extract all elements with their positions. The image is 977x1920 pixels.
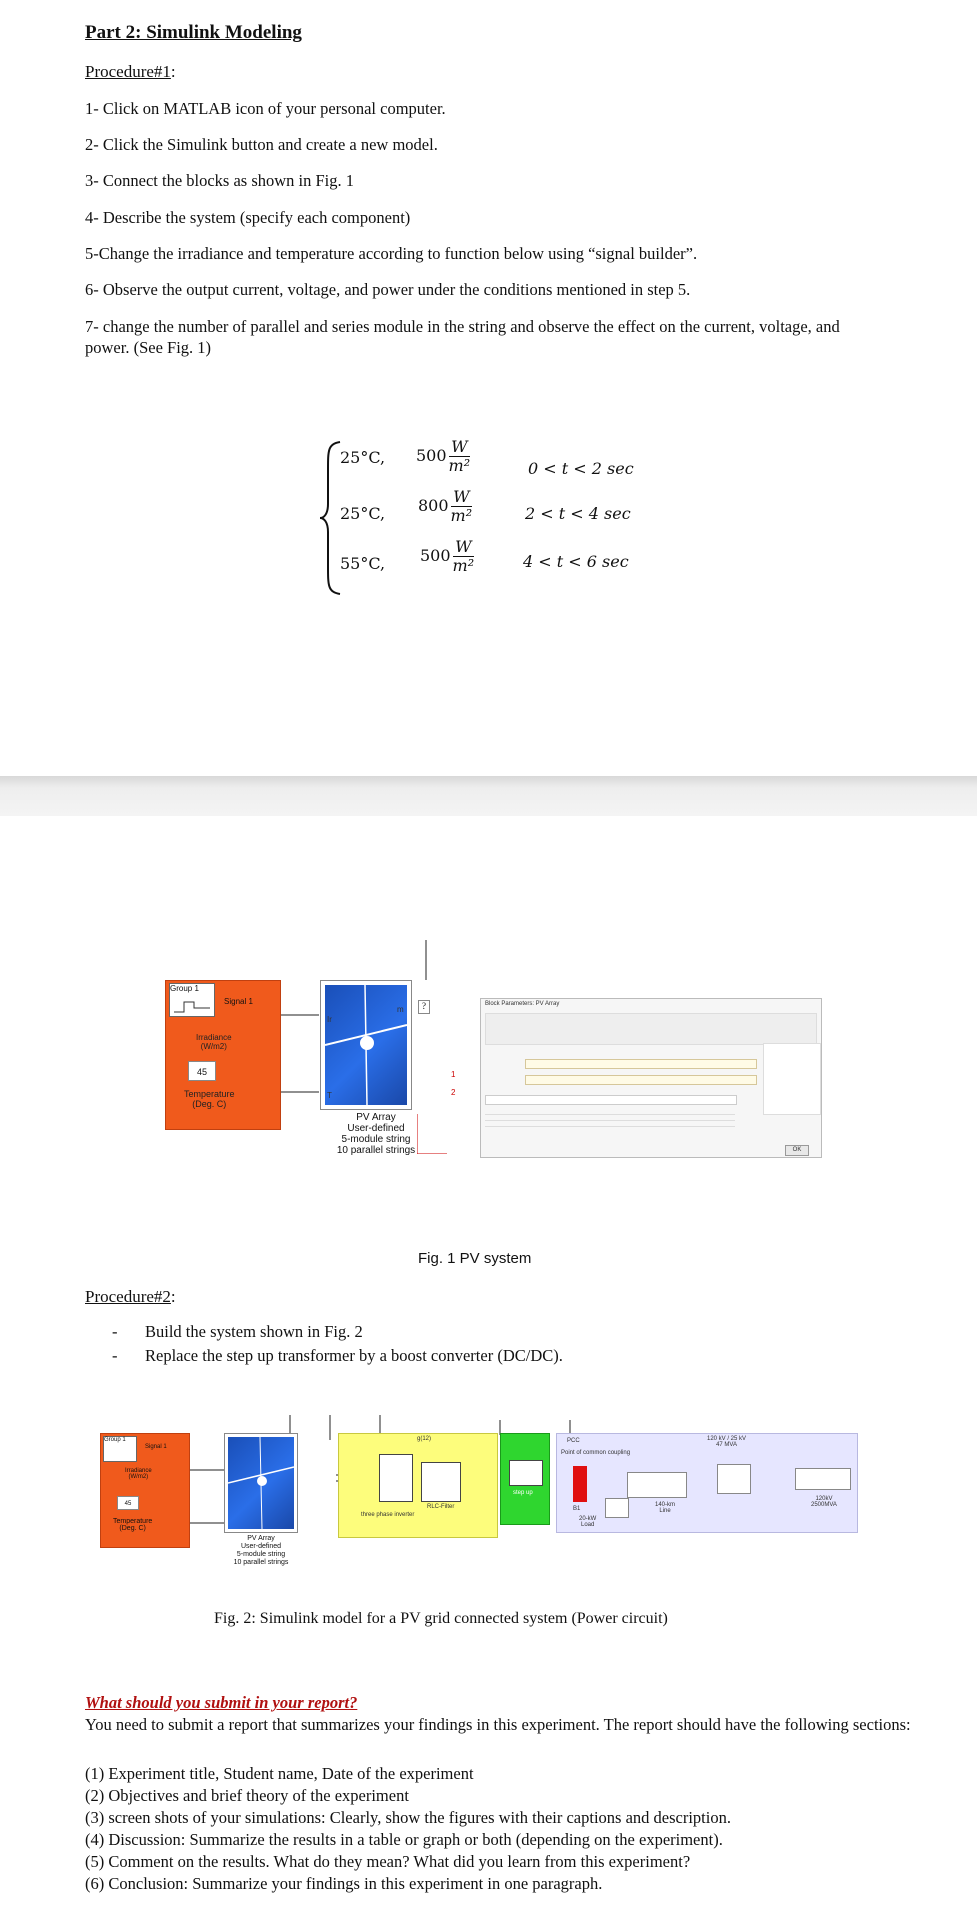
eq-irr-3 xyxy=(420,538,474,575)
eq-irr-value: 500 xyxy=(416,446,447,465)
signal-label: Signal 1 xyxy=(145,1444,167,1450)
fig2-diagram xyxy=(100,1415,860,1590)
pv-output-wires xyxy=(417,1024,447,1154)
temp-constant[interactable]: 45 xyxy=(117,1496,139,1510)
pv-sub3: 10 parallel strings xyxy=(233,1559,289,1566)
grid-source[interactable] xyxy=(795,1468,851,1490)
display-panel xyxy=(763,1043,821,1115)
step-6: 6- Observe the output current, voltage, and power under the conditions mentioned in step 5. xyxy=(85,280,691,299)
group-icon: Group 1 xyxy=(103,1436,137,1462)
report-item-3: (3) screen shots of your simulations: Clearly, show the figures with their captions and description. xyxy=(85,1808,731,1827)
inverter-label: three phase inverter xyxy=(361,1512,415,1518)
eq-temp: 55°C, xyxy=(340,554,386,573)
eq-row-1 xyxy=(340,448,385,467)
pv-caption xyxy=(330,1112,422,1156)
eq-irr-1 xyxy=(416,438,470,475)
signal-label: Signal 1 xyxy=(224,997,253,1006)
fig2-caption: Fig. 2: Simulink model for a PV grid connected system (Power circuit) xyxy=(214,1610,668,1627)
bus-label: B1 xyxy=(573,1506,581,1512)
procedure1-heading-wrap xyxy=(85,62,176,82)
pv-array-block[interactable] xyxy=(320,980,412,1110)
pv-sub1: User-defined xyxy=(347,1123,405,1134)
eq-unit-den: m² xyxy=(452,556,475,575)
grid-subsystem[interactable] xyxy=(556,1433,858,1533)
procedure2-bullet-1: Build the system shown in Fig. 2 xyxy=(145,1322,363,1341)
signal-builder-block[interactable] xyxy=(100,1433,190,1548)
dialog-title: Block Parameters: PV Array xyxy=(485,1001,560,1007)
report-item-4: (4) Discussion: Summarize the results in a table or graph or both (depending on the experiment). xyxy=(85,1830,723,1849)
pv-port-m: m xyxy=(397,1005,404,1014)
pcc-bus[interactable] xyxy=(573,1466,587,1502)
step-1: 1- Click on MATLAB icon of your personal computer. xyxy=(85,99,446,118)
series-modules-field[interactable] xyxy=(525,1075,757,1085)
dialog-description xyxy=(485,1013,817,1045)
temp-constant[interactable]: 45 xyxy=(188,1061,216,1081)
fig1-caption: Fig. 1 PV system xyxy=(418,1250,532,1267)
eq-unit-num: W xyxy=(449,438,471,457)
transformer-icon xyxy=(509,1460,543,1486)
eq-temp: 25°C, xyxy=(340,448,386,467)
pv-caption xyxy=(224,1535,298,1567)
pv-sub2: 5-module string xyxy=(341,1134,411,1145)
eq-temp: 25°C, xyxy=(340,504,386,523)
pv-sub1: User-defined xyxy=(240,1543,282,1550)
eq-unit-den: m² xyxy=(448,456,471,475)
block-parameters-dialog[interactable] xyxy=(480,998,822,1158)
report-item-6: (6) Conclusion: Summarize your findings in this experiment in one paragraph. xyxy=(85,1874,603,1893)
dialog-ok-button[interactable]: OK xyxy=(785,1145,809,1156)
report-item-2: (2) Objectives and brief theory of the experiment xyxy=(85,1786,409,1805)
part-title: Part 2: Simulink Modeling xyxy=(85,22,302,43)
procedure1-colon: : xyxy=(170,62,176,81)
step-3: 3- Connect the blocks as shown in Fig. 1 xyxy=(85,171,355,190)
grid-transformer[interactable] xyxy=(717,1464,751,1494)
g12-label: g(12) xyxy=(417,1436,432,1442)
report-intro: You need to submit a report that summarizes your findings in this experiment. The report should have the following sections: xyxy=(85,1715,911,1734)
step-7: 7- change the number of parallel and series module in the string and observe the effect on the current, voltage, and power. (See Fig. 1) xyxy=(85,317,840,357)
procedure2-bullet-2: Replace the step up transformer by a boost converter (DC/DC). xyxy=(145,1346,563,1365)
pv-port-t: T xyxy=(327,1091,332,1100)
eq-unit-den: m² xyxy=(450,506,473,525)
load-block[interactable] xyxy=(605,1498,629,1518)
report-question: What should you submit in your report? xyxy=(85,1693,358,1712)
inverter-icon xyxy=(379,1454,413,1502)
eq-irr-value: 500 xyxy=(420,546,451,565)
pcc-full-label: Point of common coupling xyxy=(561,1450,631,1456)
pv-sub3: 10 parallel strings xyxy=(336,1145,416,1156)
pv-array-block[interactable] xyxy=(224,1433,298,1533)
pv-title: PV Array xyxy=(247,1535,275,1542)
eq-time-2: 2 < t < 4 sec xyxy=(525,504,631,523)
step-5: 5-Change the irradiance and temperature according to function below using “signal builder”. xyxy=(85,244,698,263)
step-4: 4- Describe the system (specify each component) xyxy=(85,208,411,227)
pv-panel-icon xyxy=(325,985,407,1105)
bullet-dash: - xyxy=(112,1322,118,1341)
irradiance-label: Irradiance (W/m2) xyxy=(196,1033,232,1051)
port-2: 2 xyxy=(451,1088,456,1097)
transformer-label: 120 kV / 25 kV 47 MVA xyxy=(707,1436,747,1448)
line-block[interactable] xyxy=(627,1472,687,1498)
report-item-5: (5) Comment on the results. What do they mean? What did you learn from this experiment? xyxy=(85,1852,691,1871)
eq-row-3 xyxy=(340,554,385,573)
temperature-label: Temperature (Deg. C) xyxy=(184,1089,235,1109)
procedure2-heading: Procedure#2 xyxy=(85,1287,171,1306)
eq-irr-2 xyxy=(418,488,472,525)
module-select[interactable] xyxy=(485,1095,737,1105)
step-up-transformer[interactable] xyxy=(500,1433,550,1525)
filter-label: RLC-Filter xyxy=(427,1504,455,1510)
report-item-1: (1) Experiment title, Student name, Date of the experiment xyxy=(85,1764,474,1783)
pcc-label: PCC xyxy=(567,1438,580,1444)
signal-builder-block[interactable] xyxy=(165,980,281,1130)
pv-panel-icon xyxy=(228,1437,294,1529)
line-label: 140-km Line xyxy=(655,1502,676,1514)
eq-time-1: 0 < t < 2 sec xyxy=(528,459,634,478)
page-break xyxy=(0,776,977,816)
pv-port-ir: Ir xyxy=(327,1015,332,1024)
fig1-diagram xyxy=(165,940,825,1190)
rlc-filter-icon xyxy=(421,1462,461,1502)
irradiance-label: Irradiance (W/m2) xyxy=(125,1468,152,1480)
pv-title: PV Array xyxy=(356,1112,396,1123)
eq-unit-num: W xyxy=(453,538,475,557)
procedure2-heading-wrap xyxy=(85,1287,176,1307)
stepup-label: step up xyxy=(513,1490,533,1496)
eq-row-2 xyxy=(340,504,385,523)
procedure2-colon: : xyxy=(170,1287,176,1306)
scope-marker: ? xyxy=(418,1000,430,1014)
inverter-subsystem[interactable] xyxy=(338,1433,498,1538)
eq-irr-value: 800 xyxy=(418,496,449,515)
group-icon xyxy=(169,983,215,1017)
eq-time-3: 4 < t < 6 sec xyxy=(523,552,629,571)
step-2: 2- Click the Simulink button and create a new model. xyxy=(85,135,438,154)
bullet-dash: - xyxy=(112,1346,118,1365)
grid-label: 120kV 2500MVA xyxy=(811,1496,837,1508)
procedure1-heading: Procedure#1 xyxy=(85,62,171,81)
eq-unit-num: W xyxy=(451,488,473,507)
module-data-rows xyxy=(485,1109,735,1149)
pv-sub2: 5-module string xyxy=(236,1551,286,1558)
temperature-label: Temperature (Deg. C) xyxy=(113,1518,153,1532)
parallel-strings-field[interactable] xyxy=(525,1059,757,1069)
load-label: 20-kW Load xyxy=(579,1516,597,1528)
port-1: 1 xyxy=(451,1070,456,1079)
group-label: Group 1 xyxy=(170,984,199,993)
